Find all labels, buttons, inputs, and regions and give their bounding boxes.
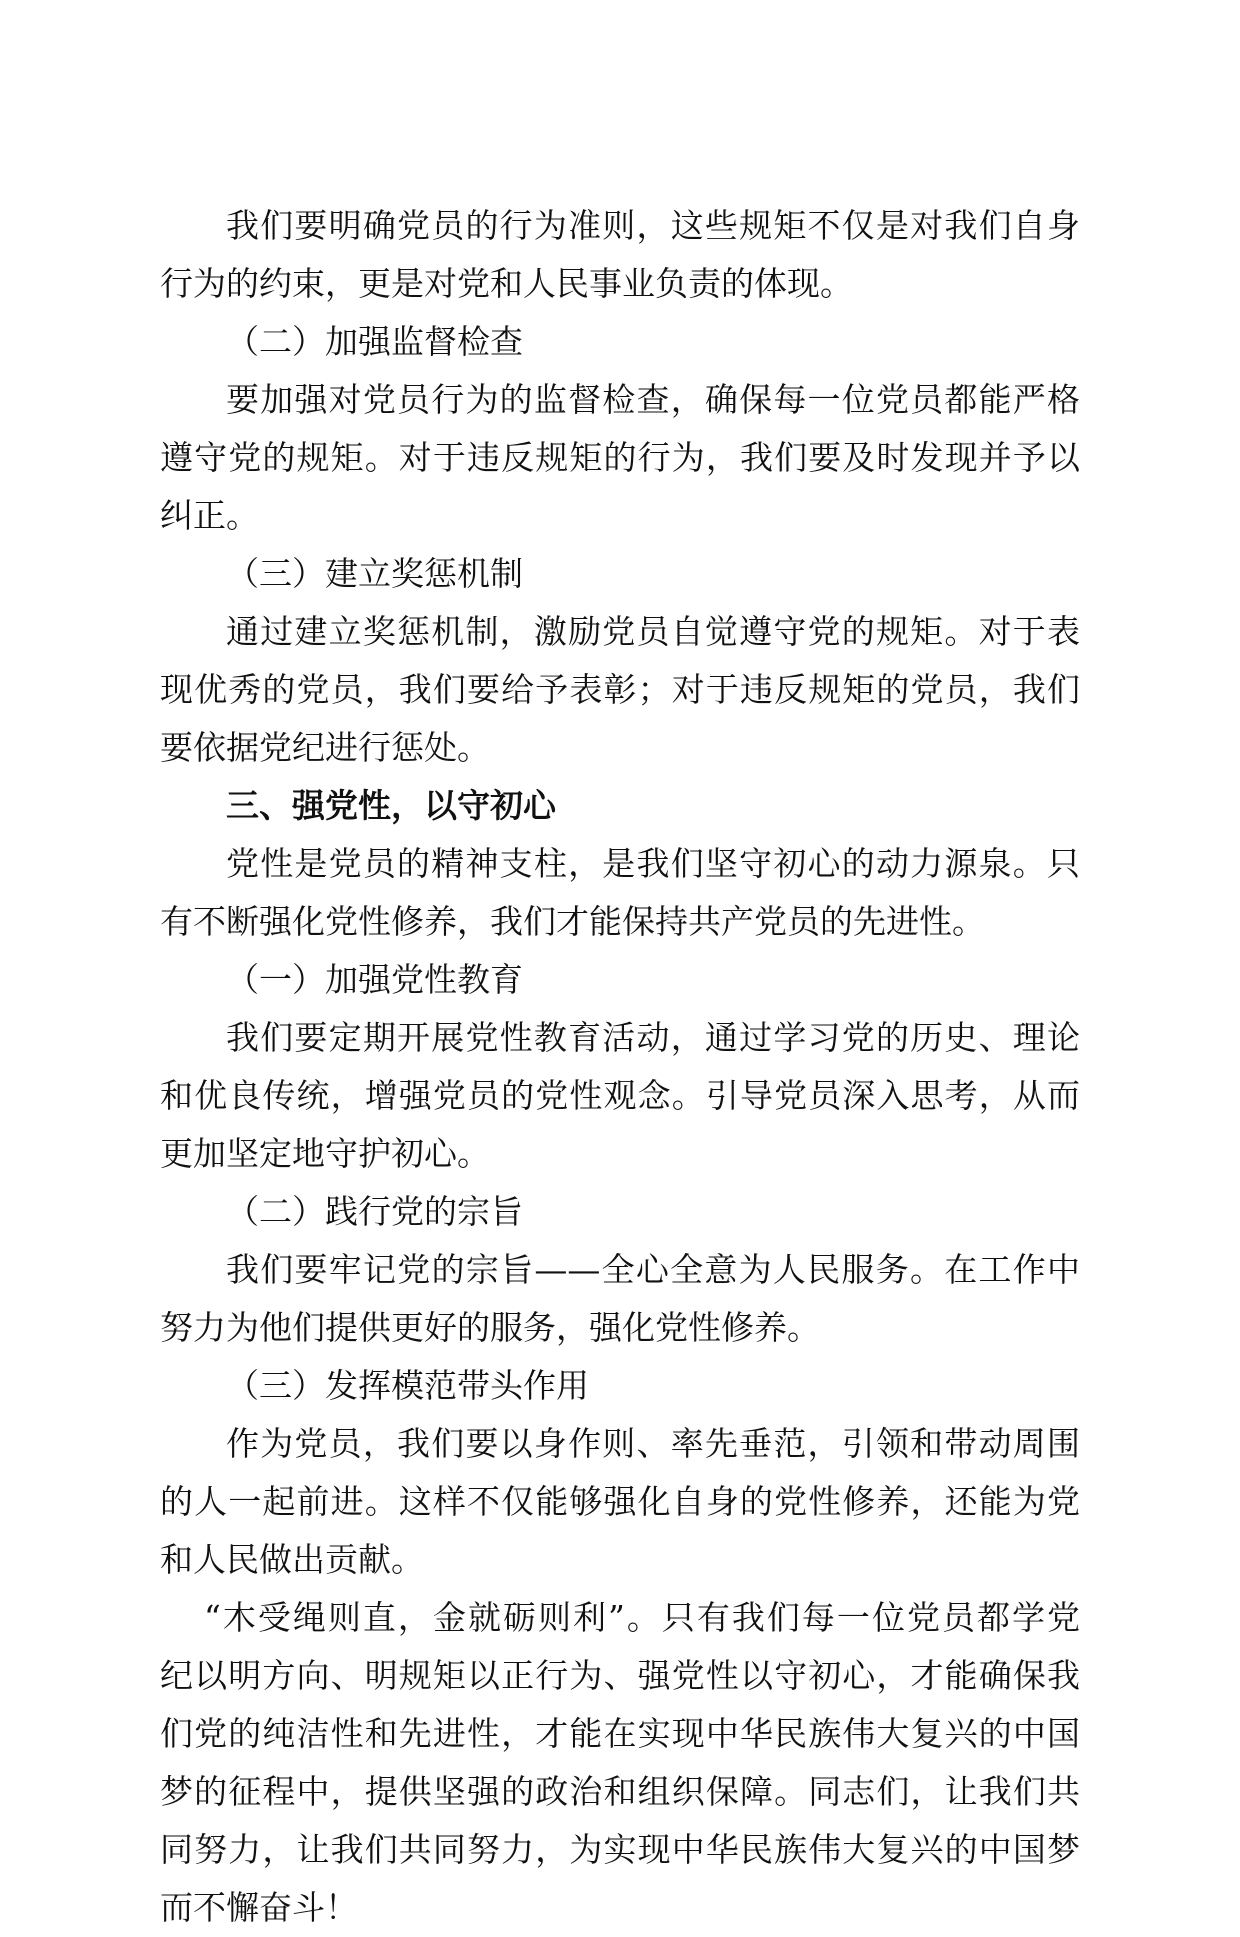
paragraph-line: 要加强对党员行为的监督检查，确保每一位党员都能严格 [226,380,1080,419]
paragraph-line: 现优秀的党员，我们要给予表彰；对于违反规矩的党员，我们 [160,670,1080,709]
paragraph-line: 的人一起前进。这样不仅能够强化自身的党性修养，还能为党 [160,1482,1080,1521]
subsection-heading: （三）建立奖惩机制 [226,554,523,593]
paragraph-line: 有不断强化党性修养，我们才能保持共产党员的先进性。 [160,902,985,941]
paragraph-line: 我们要牢记党的宗旨——全心全意为人民服务。在工作中 [226,1250,1080,1289]
paragraph-line: 党性是党员的精神支柱，是我们坚守初心的动力源泉。只 [226,844,1080,883]
paragraph-line: 我们要明确党员的行为准则，这些规矩不仅是对我们自身 [226,206,1080,245]
paragraph-line: “木受绳则直，金就砺则利”。只有我们每一位党员都学党 [204,1598,1080,1637]
paragraph-line: 同努力，让我们共同努力，为实现中华民族伟大复兴的中国梦 [160,1830,1080,1869]
paragraph-line: 遵守党的规矩。对于违反规矩的行为，我们要及时发现并予以 [160,438,1080,477]
paragraph-line: 要依据党纪进行惩处。 [160,728,490,767]
subsection-heading: （三）发挥模范带头作用 [226,1366,589,1405]
paragraph-line: 我们要定期开展党性教育活动，通过学习党的历史、理论 [226,1018,1080,1057]
subsection-heading: （一）加强党性教育 [226,960,523,999]
paragraph-line: 作为党员，我们要以身作则、率先垂范，引领和带动周围 [226,1424,1080,1463]
paragraph-line: 通过建立奖惩机制，激励党员自觉遵守党的规矩。对于表 [226,612,1080,651]
paragraph-line: 纠正。 [160,496,259,535]
paragraph-line: 努力为他们提供更好的服务，强化党性修养。 [160,1308,820,1347]
paragraph-line: 更加坚定地守护初心。 [160,1134,490,1173]
subsection-heading: （二）践行党的宗旨 [226,1192,523,1231]
section-heading: 三、强党性，以守初心 [226,786,556,825]
subsection-heading: （二）加强监督检查 [226,322,523,361]
paragraph-line: 纪以明方向、明规矩以正行为、强党性以守初心，才能确保我 [160,1656,1080,1695]
paragraph-line: 们党的纯洁性和先进性，才能在实现中华民族伟大复兴的中国 [160,1714,1080,1753]
document-body [160,197,1080,1937]
paragraph-line: 梦的征程中，提供坚强的政治和组织保障。同志们，让我们共 [160,1772,1080,1811]
paragraph-line: 和优良传统，增强党员的党性观念。引导党员深入思考，从而 [160,1076,1080,1115]
paragraph-line: 行为的约束，更是对党和人民事业负责的体现。 [160,264,853,303]
paragraph-line: 和人民做出贡献。 [160,1540,424,1579]
paragraph-line: 而不懈奋斗！ [160,1888,358,1927]
